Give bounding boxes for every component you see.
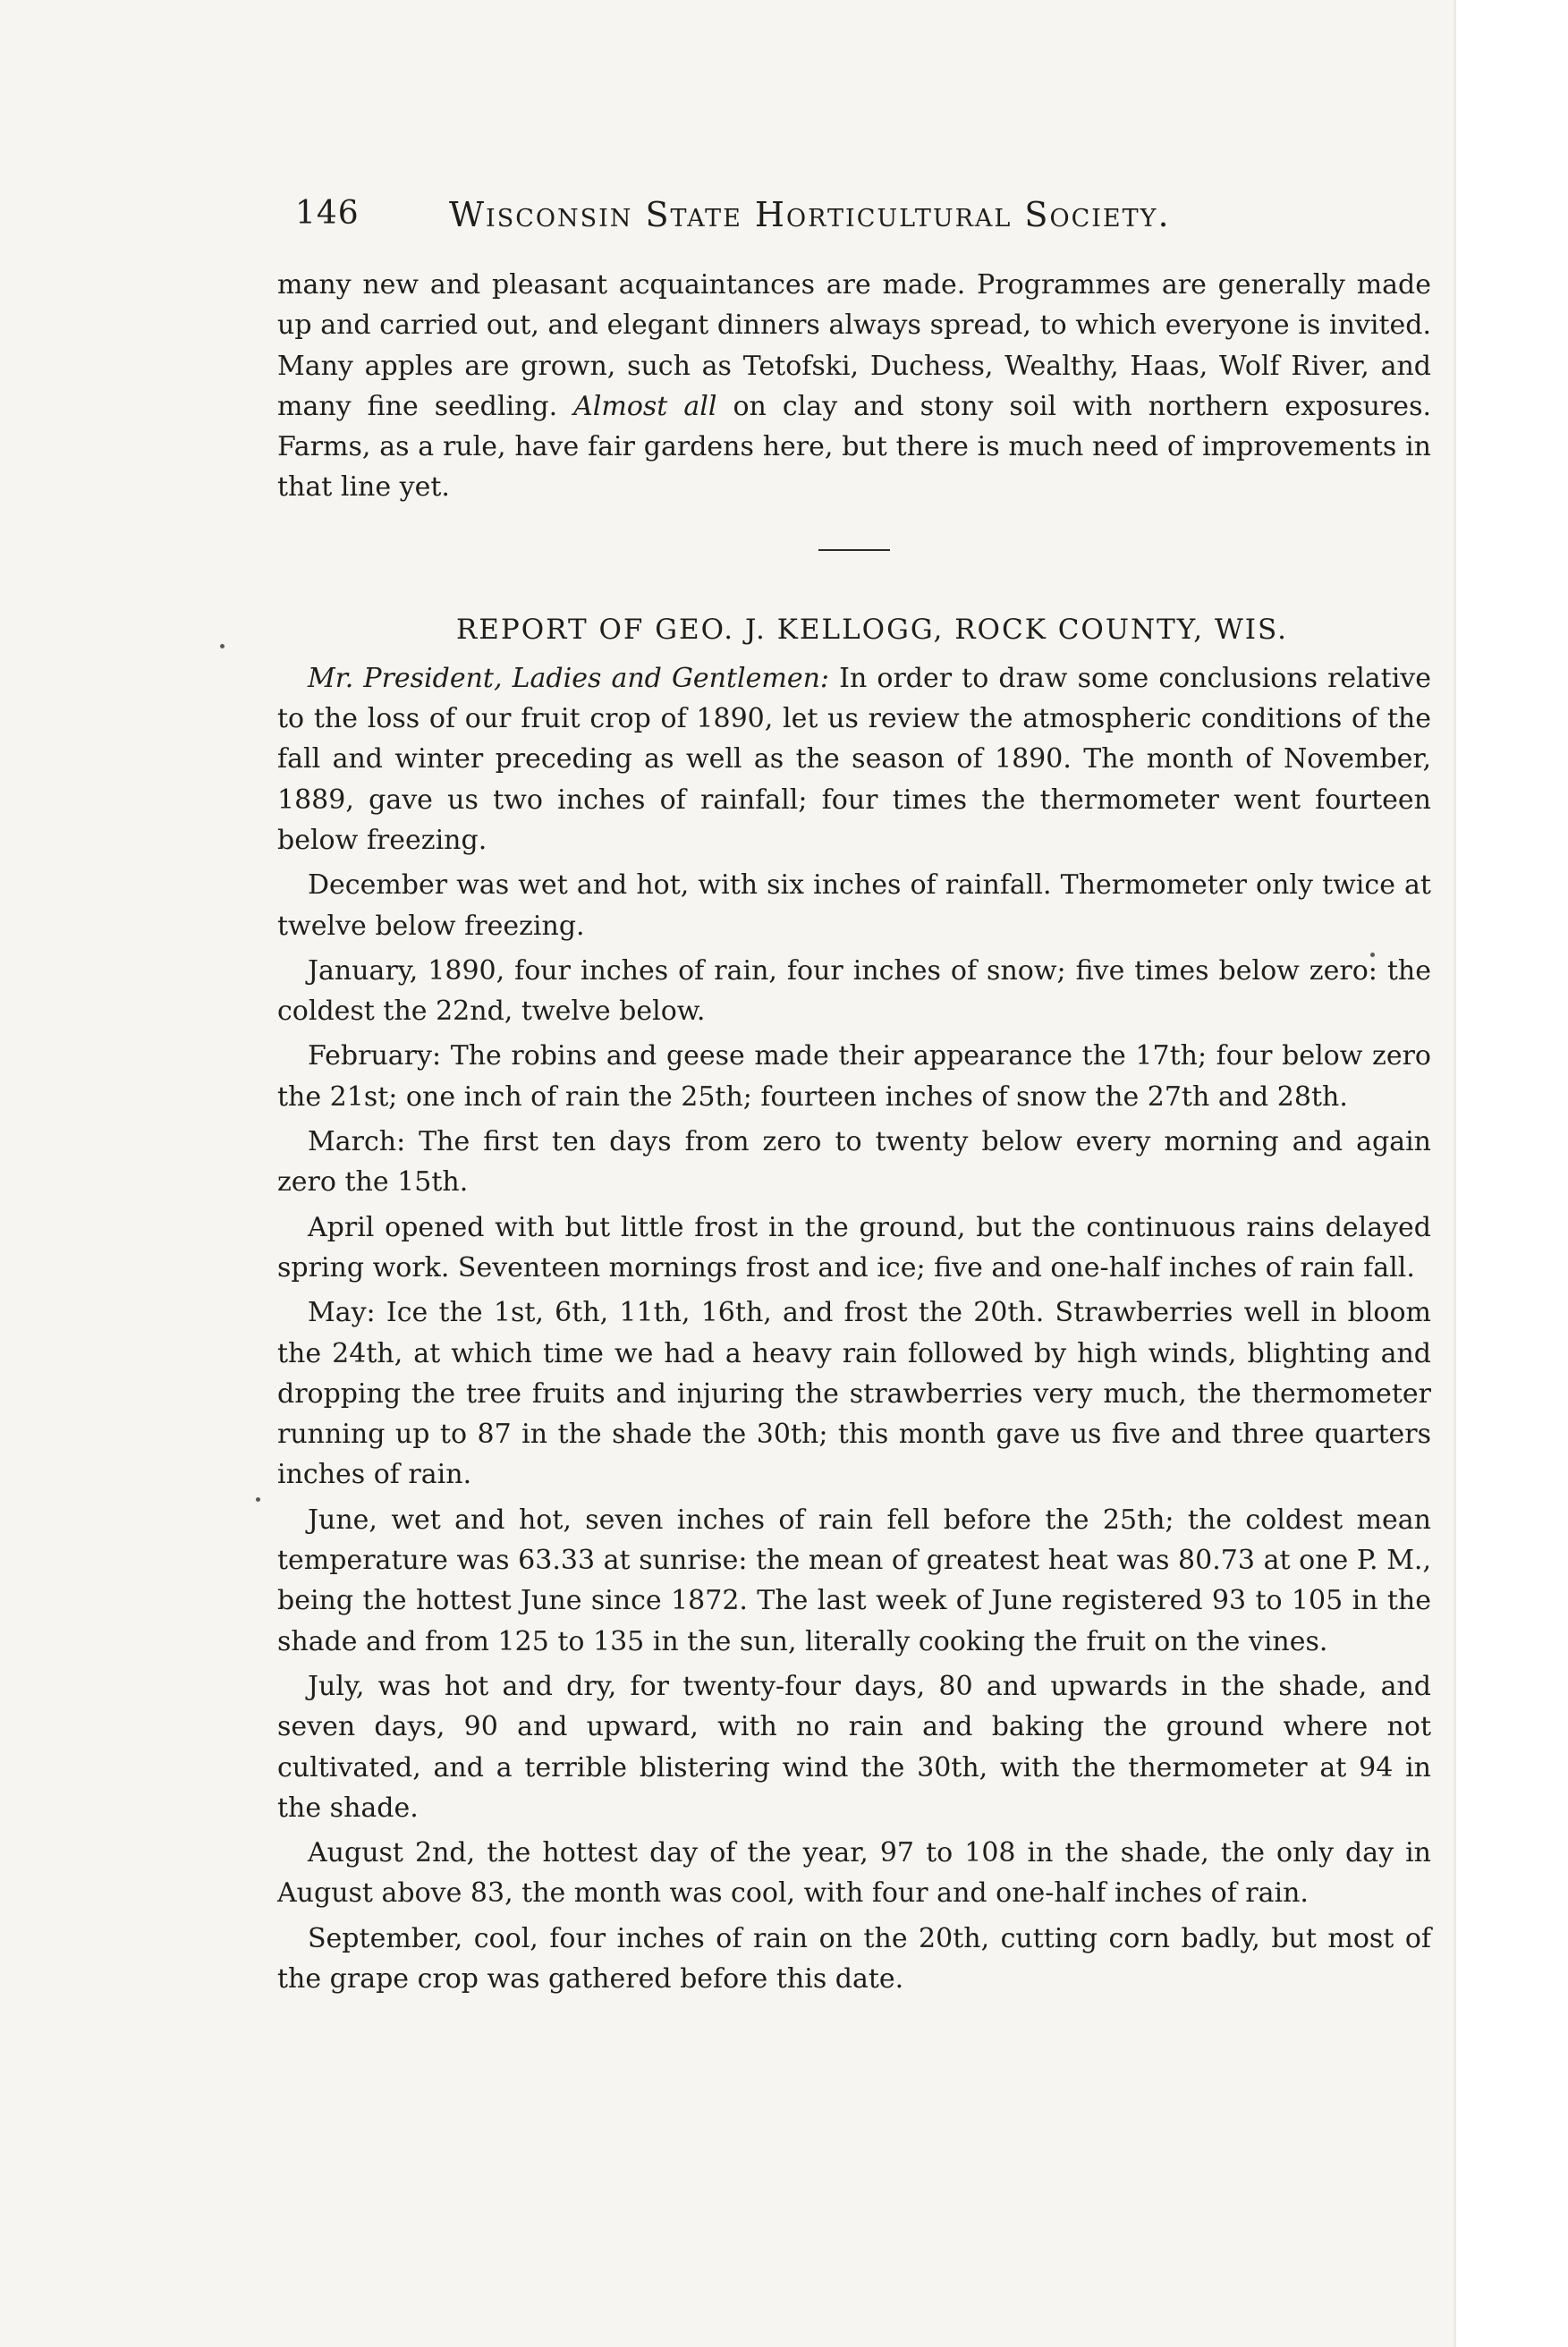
paragraph-april: April opened with but little frost in the ground, but the continuous rains delayed spring work. Seventeen mornings frost and ice; five and one-half inches of rain fall. bbox=[277, 1211, 1431, 1284]
page-number: 146 bbox=[295, 195, 360, 232]
section-divider bbox=[818, 549, 890, 551]
paragraph-december: December was wet and hot, with six inches of rainfall. Thermometer only twice at twelve below freezing. bbox=[277, 869, 1431, 942]
report-heading: REPORT OF GEO. J. KELLOGG, ROCK COUNTY, WIS. bbox=[455, 613, 1289, 646]
intro-emphasis: Almost all bbox=[573, 390, 717, 422]
intro-paragraph bbox=[277, 265, 1431, 508]
paragraph-february: February: The robins and geese made their appearance the 17th; four below zero the 21st; one inch of rain the 25th; fourteen inches of snow the 27th and 28th. bbox=[277, 1040, 1431, 1113]
opening-text: In order to draw some conclusions relative to the loss of our fruit crop of 1890, let us review the atmospheric conditions of the fall and winter preceding as well as the season of 1890. The month of November, 1889, gave us two inches of rainfall; four times the thermometer went fourteen below freezing. bbox=[277, 662, 1431, 856]
text-column bbox=[277, 195, 1431, 1999]
paragraph-july: July, was hot and dry, for twenty-four days, 80 and upwards in the shade, and seven days, 90 and upward, with no rain and baking the ground where not cultivated, and a terrible blistering wind the 30th, with the thermometer at 94 in the shade. bbox=[277, 1670, 1431, 1824]
report-opening-paragraph bbox=[277, 658, 1431, 860]
paragraph-march: March: The first ten days from zero to twenty below every morning and again zero the 15th. bbox=[277, 1126, 1431, 1199]
intro-text-end: on clay and stony soil with northern exposures. Farms, as a rule, have fair gardens here, but there is much need of improvements in that line yet. bbox=[277, 390, 1431, 504]
paragraph-august: August 2nd, the hottest day of the year, 97 to 108 in the shade, the only day in August above 83, the month was cool, with four and one-half inches of rain. bbox=[277, 1837, 1431, 1910]
running-head bbox=[277, 195, 1431, 249]
scan-speck bbox=[220, 644, 225, 648]
paragraph-june: June, wet and hot, seven inches of rain fell before the 25th; the coldest mean temperature was 63.33 at sunrise: the mean of greatest heat was 80.73 at one P. M., being the hottest June since 1872. The last week of June registered 93 to 105 in the shade and from 125 to 135 in the sun, literally cooking the fruit on the vines. bbox=[277, 1504, 1431, 1657]
paragraph-may: May: Ice the 1st, 6th, 11th, 16th, and frost the 20th. Strawberries well in bloom the 24th, at which time we had a heavy rain followed by high winds, blighting and dropping the tree fruits and injuring the strawberries very much, the thermometer running up to 87 in the shade the 30th; this month gave us five and three quarters inches of rain. bbox=[277, 1297, 1431, 1491]
paragraph-january: January, 1890, four inches of rain, four inches of snow; five times below zero: the coldest the 22nd, twelve below. bbox=[277, 954, 1431, 1028]
paragraph-september: September, cool, four inches of rain on the 20th, cutting corn badly, but most of the grape crop was gathered before this date. bbox=[277, 1922, 1431, 1995]
running-title: Wisconsin State Horticultural Society. bbox=[449, 195, 1171, 234]
scan-speck bbox=[256, 1497, 260, 1502]
salutation: Mr. President, Ladies and Gentlemen: bbox=[308, 662, 830, 694]
intro-text-start: many new and pleasant acquaintances are made. Programmes are generally made up and carried out, and elegant dinners always spread, to which everyone is invited. Many apples are grown, such as Tetofski, Duchess, Wealthy, Haas, Wolf River, and many fine seedling. bbox=[277, 269, 1431, 422]
scan-margin bbox=[1456, 0, 1568, 2347]
